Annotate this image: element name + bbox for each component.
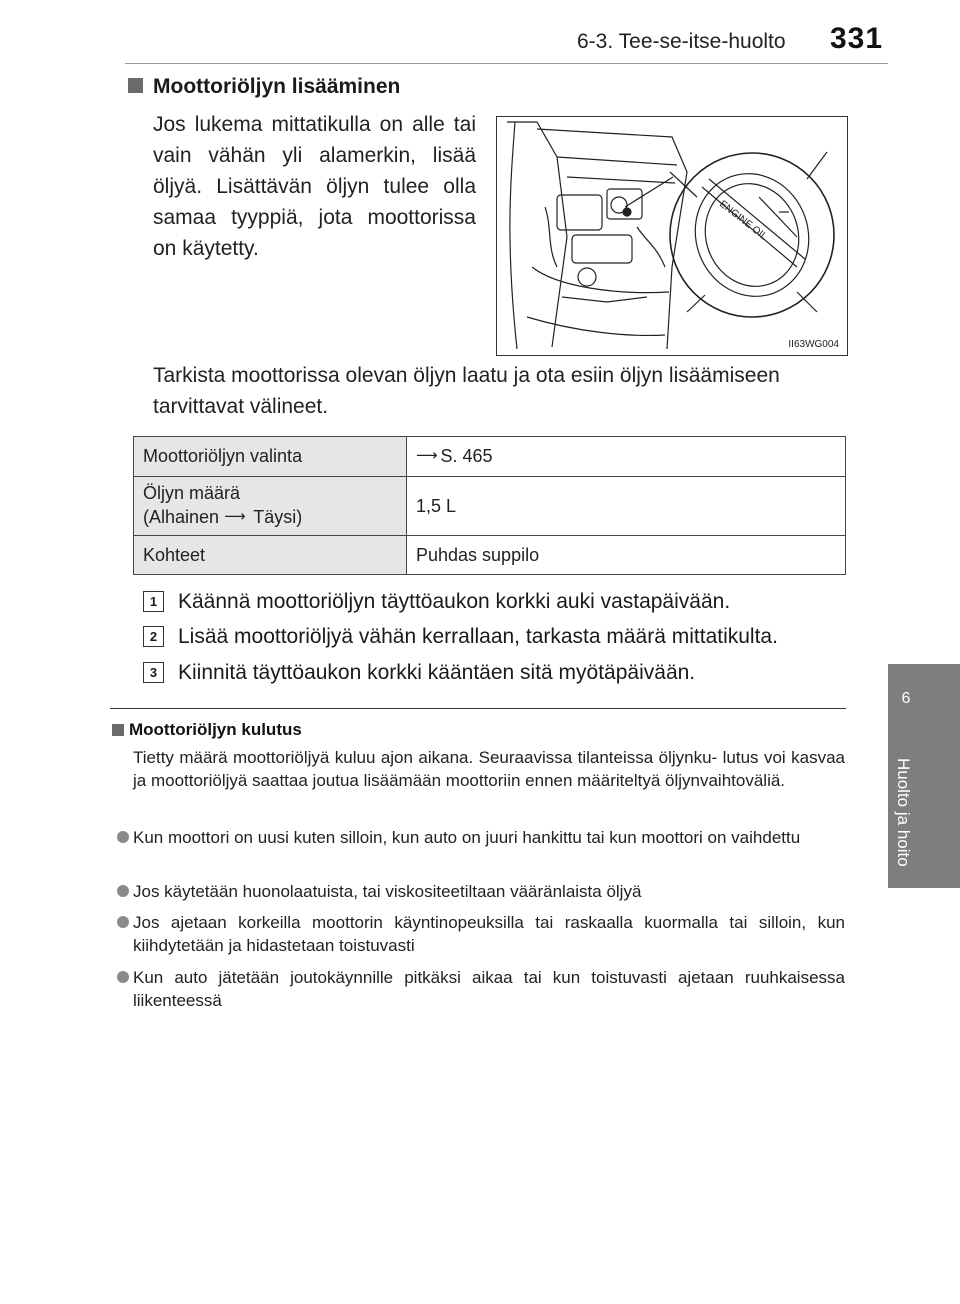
table-cell-value: ⟶ S. 465 xyxy=(407,437,846,477)
step-text: Käännä moottoriöljyn täyttöaukon korkki auki vastapäivään. xyxy=(178,590,731,613)
table-row xyxy=(134,536,846,575)
section-divider xyxy=(110,708,846,709)
bullet-dot-icon xyxy=(117,971,129,983)
oil-spec-table xyxy=(133,436,846,575)
section-heading-oil-consumption xyxy=(112,720,302,740)
step-number: 2 xyxy=(143,626,164,647)
table-row xyxy=(134,477,846,536)
arrow-right-icon: ⟶ xyxy=(224,508,246,525)
engine-oil-cap-illustration xyxy=(496,116,848,356)
arrow-right-icon: ⟶ xyxy=(416,447,438,464)
chapter-number: 6 xyxy=(901,690,911,707)
page-number: 331 xyxy=(830,22,884,55)
table-cell-value: Puhdas suppilo xyxy=(407,536,846,575)
list-item: Kun auto jätetään joutokäynnille pitkäksi aikaa tai kun toistuvasti ajetaan ruuhkaisessa liikenteessä xyxy=(117,966,845,1012)
consumption-paragraph: Tietty määrä moottoriöljyä kuluu ajon aikana. Seuraavissa tilanteissa öljynku- lutus voi kasvaa ja moottoriöljyä saattaa joutua lisäämään moottoriin ennen määriteltyä öljynvaihtoväliä. xyxy=(133,748,845,790)
step-text: Kiinnitä täyttöaukon korkki kääntäen sitä myötäpäivään. xyxy=(178,661,696,684)
list-item: Jos käytetään huonolaatuista, tai viskositeetiltaan vääränlaista öljyä xyxy=(117,880,845,903)
engine-oil-cap-label: ENGINE OIL xyxy=(717,198,770,243)
check-paragraph: Tarkista moottorissa olevan öljyn laatu ja ota esiin öljyn lisäämiseen tarvittavat välineet. xyxy=(153,364,780,418)
bullet-dot-icon xyxy=(117,831,129,843)
table-cell-key: Kohteet xyxy=(134,536,407,575)
square-bullet-icon xyxy=(112,724,124,736)
section-heading-text: Moottoriöljyn kulutus xyxy=(129,720,302,739)
header-rule xyxy=(125,63,888,64)
step-number: 3 xyxy=(143,662,164,683)
bullet-dot-icon xyxy=(117,916,129,928)
square-bullet-icon xyxy=(128,78,143,93)
list-item: Jos ajetaan korkeilla moottorin käyntinopeuksilla tai raskaalla kuormalla tai silloin, kun kiihdytetään ja hidastetaan toistuvasti xyxy=(117,911,845,957)
engine-bay-drawing xyxy=(497,117,847,355)
section-heading-adding-oil xyxy=(128,75,400,99)
figure-code: II63WG004 xyxy=(788,339,839,350)
table-cell-key: Öljyn määrä (Alhainen ⟶ Täysi) xyxy=(134,477,407,536)
table-row xyxy=(134,437,846,477)
list-item: Kun moottori on uusi kuten silloin, kun auto on juuri hankittu tai kun moottori on vaihdettu xyxy=(117,826,845,849)
chapter-label: Huolto ja hoito xyxy=(894,758,913,867)
step-number: 1 xyxy=(143,591,164,612)
step-text: Lisää moottoriöljyä vähän kerrallaan, tarkasta määrä mittatikulta. xyxy=(178,625,778,648)
intro-paragraph: Jos lukema mittatikulla on alle tai vain vähän yli alamerkin, lisää öljyä. Lisättävän öljyn tulee olla samaa tyyppiä, jota moottorissa on käytetty. xyxy=(153,113,476,260)
section-heading-text: Moottoriöljyn lisääminen xyxy=(153,75,401,98)
table-cell-key: Moottoriöljyn valinta xyxy=(134,437,407,477)
table-cell-value: 1,5 L xyxy=(407,477,846,536)
section-title: 6-3. Tee-se-itse-huolto xyxy=(577,30,786,53)
bullet-dot-icon xyxy=(117,885,129,897)
